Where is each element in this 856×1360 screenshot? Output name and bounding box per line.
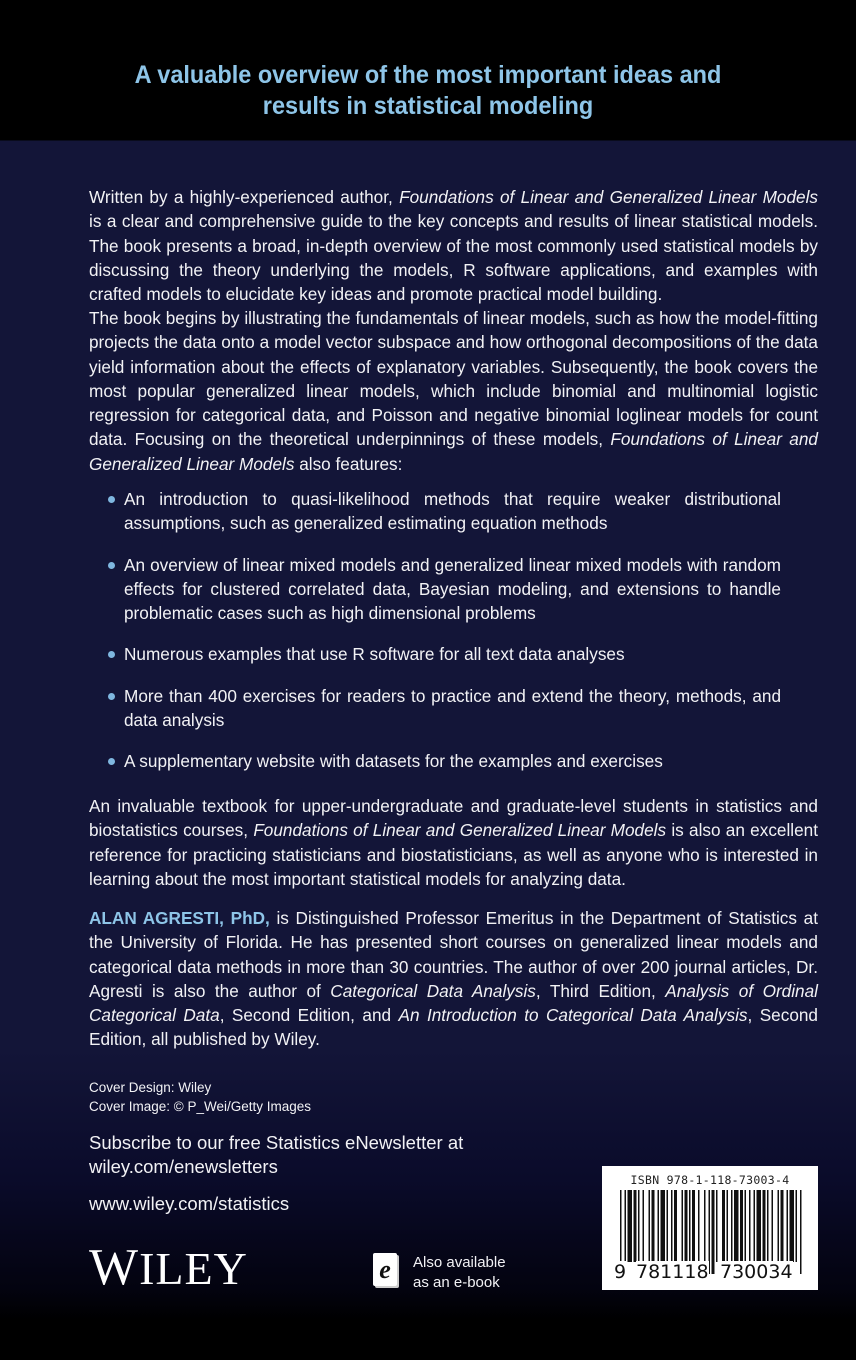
logo-initial: W [89, 1239, 140, 1296]
bullet-icon [108, 758, 115, 765]
headline [26, 60, 831, 122]
barcode-digits [612, 1261, 812, 1287]
feature-item [89, 553, 818, 626]
description-paragraph-2 [89, 306, 818, 476]
barcode-right-digits: 730034 [720, 1261, 793, 1283]
barcode-bar [754, 1190, 756, 1262]
barcode-bar [698, 1190, 700, 1262]
subscribe-text: Subscribe to our free Statistics eNewsletter at [89, 1132, 464, 1153]
feature-item [89, 749, 818, 773]
barcode-bar [652, 1190, 655, 1262]
description-paragraph-3 [89, 794, 818, 891]
barcode-bar [716, 1190, 718, 1262]
cover-design-credit: Cover Design: Wiley [89, 1080, 212, 1095]
barcode-bar [727, 1190, 729, 1262]
paragraph-text: Written by a highly-experienced author, [89, 187, 400, 207]
cover-credits [89, 1078, 311, 1116]
ebook-icon: e [373, 1253, 397, 1286]
feature-text: Numerous examples that use R software for all text data analyses [124, 644, 625, 665]
ebook-line-2: as an e-book [413, 1274, 500, 1291]
feature-item [89, 642, 818, 666]
book-title-italic: Foundations of Linear and Generalized Linear Models [253, 820, 667, 841]
barcode-bar [638, 1190, 640, 1262]
barcode-bar [731, 1190, 733, 1262]
barcode-bar [649, 1190, 651, 1262]
book-title-italic: Analysis of Ordinal Categorical Data [89, 980, 818, 1026]
barcode-bar [685, 1190, 688, 1262]
feature-text: An introduction to quasi-likelihood methods that require weaker distributional assumptions, such as generalized estimating equation methods [124, 489, 781, 534]
description-paragraph-1 [89, 185, 818, 306]
feature-text: More than 400 exercises for readers to practice and extend the theory, methods, and data analysis [124, 685, 781, 731]
barcode-lead-digit: 9 [614, 1261, 627, 1283]
book-title-italic: Foundations of Linear and Generalized Linear Models [399, 187, 819, 207]
newsletter-subscribe [89, 1131, 463, 1179]
barcode-bar [740, 1190, 743, 1262]
bullet-icon [108, 562, 115, 569]
author-name: ALAN AGRESTI, PhD, [89, 908, 270, 928]
barcode-bar [778, 1190, 780, 1262]
paragraph-text: is a clear and comprehensive guide to the key concepts and results of linear statistical models. The book presents a broad, in-depth overview of the most commonly used statistical models by discussing the theory underlying the models, R software applications, and examples with crafted models to elucidate key ideas and promote practical model building. [89, 211, 818, 305]
book-title-italic: An Introduction to Categorical Data Analysis [398, 1005, 748, 1026]
barcode-bar [667, 1190, 669, 1262]
barcode-left-digits: 781118 [636, 1261, 709, 1283]
publisher-website-link[interactable]: www.wiley.com/statistics [89, 1193, 290, 1214]
barcode-bar [796, 1190, 798, 1262]
barcode-bar [689, 1190, 691, 1262]
barcode-bar [781, 1190, 784, 1262]
barcode-bar [674, 1190, 677, 1262]
barcode-bar [790, 1190, 795, 1262]
barcode-bar [749, 1190, 751, 1262]
wiley-logo [89, 1240, 248, 1297]
author-bio [89, 906, 818, 1052]
barcode-bar [767, 1190, 769, 1262]
feature-text: A supplementary website with datasets for the examples and exercises [124, 751, 663, 772]
feature-item [89, 487, 818, 536]
barcode-bar [671, 1190, 673, 1262]
barcode-bar [692, 1190, 695, 1262]
paragraph-text: is also an excellent reference for practicing statisticians and biostatisticians, as well as anyone who is interested in learning about the most important statistical models for analyzing data. [89, 820, 819, 889]
barcode-bar [625, 1190, 627, 1262]
cover-image-credit: Cover Image: © P_Wei/Getty Images [89, 1099, 312, 1114]
barcode-bar [745, 1190, 747, 1262]
barcode-bar [757, 1190, 762, 1262]
ebook-availability [373, 1253, 506, 1293]
book-title-italic: Foundations of Linear and Generalized Linear Models [89, 429, 818, 474]
barcode-bar [763, 1190, 766, 1262]
barcode-bar [658, 1190, 660, 1262]
bullet-icon [108, 693, 115, 700]
barcode-bar [682, 1190, 684, 1262]
paragraph-text: The book begins by illustrating the fundamentals of linear models, such as how the model-fitting projects the data onto a model vector subspace and how orthogonal decompositions of the data yield information about the effects of explanatory variables. Subsequently, the book covers the most popular generalized linear models, which include binomial and multinomial logistic regression for categorical data, and Poisson and negative binomial loglinear models for count data. Focusing on the theoretical underpinnings of these models, [89, 308, 818, 450]
ebook-text [413, 1253, 506, 1293]
bio-text: is Distinguished Professor Emeritus in the Department of Statistics at the University of Florida. He has presented short courses on generalized linear models and categorical data methods in more than 30 countries. The author of over 200 journal articles, Dr. Agresti is also the author of [89, 908, 819, 1001]
barcode-bar [722, 1190, 725, 1262]
barcode-bar [772, 1190, 774, 1262]
bio-text: , Second Edition, and [219, 1005, 399, 1026]
barcode-bar [704, 1190, 706, 1262]
barcode-bar [634, 1190, 637, 1262]
book-title-italic: Categorical Data Analysis [330, 980, 536, 1001]
headline-line-2: results in statistical modeling [262, 92, 594, 120]
feature-item [89, 684, 818, 733]
bio-text: , Second Edition, all published by Wiley. [89, 1005, 818, 1050]
paragraph-text: also features: [294, 453, 403, 474]
ebook-line-1: Also available [413, 1254, 506, 1271]
barcode-bar [628, 1190, 633, 1262]
feature-list [89, 487, 818, 791]
bullet-icon [108, 496, 115, 503]
headline-line-1: A valuable overview of the most important ideas and [134, 61, 722, 89]
bullet-icon [108, 651, 115, 658]
barcode-bar [787, 1190, 789, 1262]
barcode-bar [661, 1190, 666, 1262]
paragraph-text: An invaluable textbook for upper-undergraduate and graduate-level students in statistics and biostatistics courses, [89, 796, 818, 841]
barcode-bar [643, 1190, 645, 1262]
newsletter-link[interactable]: wiley.com/enewsletters [89, 1156, 278, 1177]
feature-text: An overview of linear mixed models and generalized linear mixed models with random effects for clustered correlated data, Bayesian modeling, and extensions to handle problematic cases such as high dimensional problems [124, 554, 781, 624]
barcode-bar [734, 1190, 739, 1262]
isbn-label: ISBN 978-1-118-73003-4 [630, 1173, 790, 1187]
bio-text: , Third Edition, [535, 980, 666, 1001]
logo-rest: ILEY [139, 1243, 248, 1294]
isbn-barcode [602, 1166, 818, 1290]
